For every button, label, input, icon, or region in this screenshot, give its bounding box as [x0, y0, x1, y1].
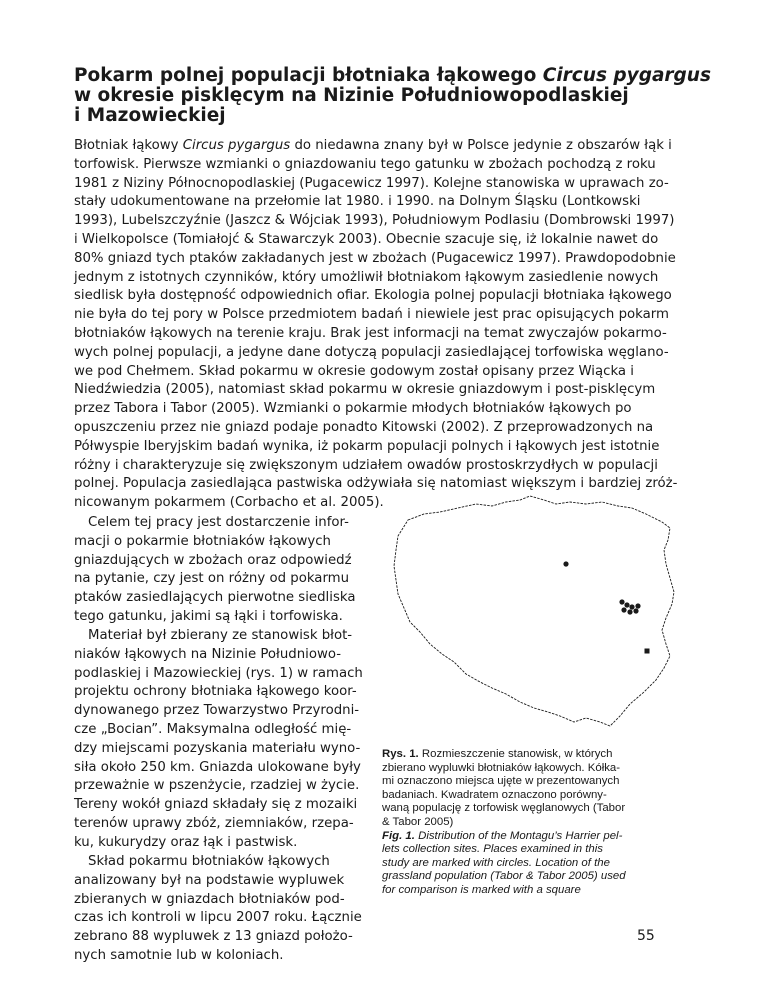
paragraph-intro	[74, 137, 698, 513]
text-line: Niedźwiedzia (2005), natomiast skład pokarmu w okresie gniazdowym i post-pisklęcym	[74, 382, 656, 398]
title-line-2: w okresie pisklęcym na Nizinie Południowopodlaskiej	[74, 85, 629, 106]
caption-en-text: grassland population (Tabor & Tabor 2005) used	[382, 870, 626, 883]
site-circle	[627, 609, 632, 614]
page-number: 55	[637, 928, 655, 944]
text-line: stały udokumentowane na przełomie lat 1980. i 1990. na Dolnym Śląsku (Lontkowski	[74, 194, 641, 210]
site-circle	[563, 561, 568, 566]
text-line: 80% gniazd tych ptaków zakładanych jest w zbożach (Pugacewicz 1997). Prawdopodobnie	[74, 250, 676, 266]
poland-map-figure	[380, 494, 686, 744]
text-line: zebrano 88 wypluwek z 13 gniazd położo-	[74, 929, 353, 945]
text-line: ptaków zasiedlających pierwotne siedliska	[74, 590, 356, 606]
text-line: cze „Bocian”. Maksymalna odległość mię-	[74, 721, 352, 737]
text-line: na pytanie, czy jest on różny od pokarmu	[74, 571, 350, 587]
text-line: analizowany był na podstawie wypluwek	[74, 872, 345, 888]
text-line: jednym z istotnych czynników, który umożliwił błotniakom łąkowym zasiedlenie nowych	[74, 269, 659, 285]
text-line: Materiał był zbierany ze stanowisk błot-	[88, 628, 353, 643]
caption-pl-label: Rys. 1.	[382, 748, 419, 760]
text-line: 1993), Lubelszczyźnie (Jaszcz & Wójciak 1993), Południowym Podlasiu (Dombrowski 1997)	[74, 213, 675, 229]
paragraph-aim	[74, 514, 372, 627]
site-circle	[619, 599, 624, 604]
text-line: siła około 250 km. Gniazda ulokowane były	[74, 759, 361, 775]
text-line: projektu ochrony błotniaka łąkowego koor-	[74, 684, 357, 700]
text-line: polnej. Populacja zasiedlająca pastwiska odżywiała się natomiast większym i bardziej zróż-	[74, 476, 678, 492]
text-line: Półwyspie Iberyjskim badań wynika, iż pokarm populacji polnych i łąkowych jest istotnie	[74, 438, 660, 454]
text-line: Skład pokarmu błotniaków łąkowych	[88, 854, 330, 869]
caption-en-text: study are marked with circles. Location of the	[382, 856, 610, 869]
text-line: dzy miejscami pozyskania materiału wyno-	[74, 740, 361, 756]
site-circle	[635, 603, 640, 608]
site-circle	[633, 608, 638, 613]
caption-pl-text: zbierano wypluwki błotniaków łąkowych. Kółka-	[382, 761, 621, 774]
text-line: macji o pokarmie błotniaków łąkowych	[74, 533, 331, 549]
text-line: nicowanym pokarmem (Corbacho et al. 2005).	[74, 495, 384, 511]
caption-pl-text: Rozmieszczenie stanowisk, w których	[418, 748, 613, 760]
article-title	[74, 66, 714, 126]
caption-en-text: Distribution of the Montagu’s Harrier pel-	[414, 829, 623, 842]
text-line: torfowisk. Pierwsze wzmianki o gniazdowaniu tego gatunku w zbożach pochodzą z roku	[74, 156, 656, 172]
text-line: gniazdujących w zbożach oraz odpowiedź	[74, 552, 352, 568]
caption-pl-text: waną populację z torfowisk węglanowych (Tabor	[382, 802, 626, 815]
text-line: nie była do tej pory w Polsce przedmiotem badań i niewiele jest prac opisujących pokarm	[74, 307, 669, 323]
site-circle	[629, 604, 634, 609]
text-line: przeważnie w pszenżycie, rzadziej w życie.	[74, 778, 360, 794]
text-line: 1981 z Niziny Północnopodlaskiej (Pugacewicz 1997). Kolejne stanowiska w uprawach zo-	[74, 175, 669, 191]
site-circle	[621, 607, 626, 612]
text-line: przez Tabora i Tabor (2005). Wzmianki o pokarmie młodych błotniaków łąkowych po	[74, 401, 632, 417]
text-line: siedlisk była dostępność odpowiednich ofiar. Ekologia polnej populacji błotniaka łąkowego	[74, 288, 672, 304]
paragraph-material	[74, 627, 372, 853]
text-line: terenów uprawy zbóż, ziemniaków, rzepa-	[74, 815, 354, 831]
text-line: Tereny wokół gniazd składały się z mozaiki	[74, 797, 358, 813]
text-line: tego gatunku, jakimi są łąki i torfowiska.	[74, 608, 343, 624]
caption-en-text: lets collection sites. Places examined in this	[382, 843, 603, 856]
text-line: zbieranych w gniazdach błotniaków pod-	[74, 891, 345, 907]
caption-en-text: for comparison is marked with a square	[382, 883, 581, 896]
site-square	[645, 649, 650, 654]
text-line: nych samotnie lub w koloniach.	[74, 947, 284, 963]
text-line: we pod Chełmem. Skład pokarmu w okresie godowym został opisany przez Wiącka i	[74, 363, 634, 379]
text-line: ku, kukurydzy oraz łąk i pastwisk.	[74, 834, 298, 850]
caption-pl-text: mi oznaczono miejsca ujęte w prezentowanych	[382, 775, 620, 788]
text-line: różny i charakteryzuje się zwiększonym udziałem owadów prostoskrzydłych w populacji	[74, 457, 658, 473]
text-line: podlaskiej i Mazowieckiej (rys. 1) w ramach	[74, 665, 363, 681]
text-line: opuszczeniu przez nie gniazd podaje ponadto Kitowski (2002). Z przeprowadzonych na	[74, 419, 654, 435]
figure-caption	[382, 748, 692, 898]
text-line: Błotniak łąkowy Circus pygargus do niedawna znany był w Polsce jedynie z obszarów łąk i	[74, 138, 672, 153]
species-name: Circus pygargus	[182, 138, 291, 153]
title-line-1: Pokarm polnej populacji błotniaka łąkowego	[74, 65, 543, 86]
text-line: i Wielkopolsce (Tomiałojć & Stawarczyk 2003). Obecnie szacuje się, iż lokalnie nawet do	[74, 231, 659, 247]
title-line-3: i Mazowieckiej	[74, 105, 226, 126]
text-line: niaków łąkowych na Nizinie Południowo-	[74, 646, 342, 662]
text-line: Celem tej pracy jest dostarczenie infor-	[88, 515, 349, 530]
text-line: czas ich kontroli w lipcu 2007 roku. Łącznie	[74, 910, 362, 926]
caption-pl-text: & Tabor 2005)	[382, 815, 454, 828]
site-circle	[624, 602, 629, 607]
text-line: dynowanego przez Towarzystwo Przyrodni-	[74, 703, 360, 719]
paragraph-method	[74, 853, 372, 966]
caption-pl-text: badaniach. Kwadratem oznaczono porówny-	[382, 788, 607, 801]
text-line: wych polnej populacji, a jedyne dane dotyczą populacji zasiedlającej torfowiska węglano-	[74, 344, 669, 360]
caption-en-label: Fig. 1.	[382, 829, 415, 842]
title-species: Circus pygargus	[542, 65, 711, 86]
text-line: błotniaków łąkowych na terenie kraju. Brak jest informacji na temat zwyczajów pokarmo-	[74, 325, 667, 341]
